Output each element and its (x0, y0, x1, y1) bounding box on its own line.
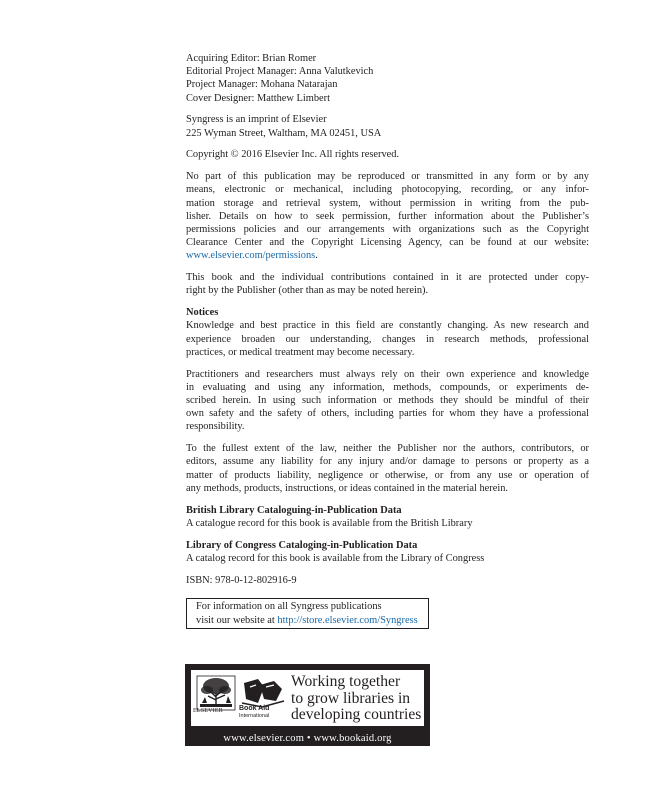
paragraph-line: responsibility. (186, 421, 245, 433)
paragraph-line: own safety and the safety of others, including parties for whom they have a professional (186, 408, 589, 420)
british-library-text: A catalogue record for this book is available from the British Library (186, 517, 473, 529)
paragraph-line: experience broaden our understanding, changes in research methods, professional (186, 333, 589, 345)
library-congress-section (186, 539, 589, 565)
info-line: visit our website at http://store.elsevier.com/Syngress (196, 614, 418, 626)
credit-line: Project Manager: Mohana Natarajan (186, 79, 338, 91)
library-congress-text: A catalog record for this book is available from the Library of Congress (186, 552, 485, 564)
paragraph-line: Practitioners and researchers must always rely on their own experience and knowledge (186, 368, 589, 380)
elsevier-label: ELSEVIER (193, 708, 223, 714)
paragraph-line: editors, assume any liability for any injury and/or damage to persons or property as a (186, 456, 589, 468)
imprint-line: Syngress is an imprint of Elsevier (186, 114, 327, 126)
isbn-block (186, 574, 589, 587)
credit-line: Acquiring Editor: Brian Romer (186, 53, 317, 64)
paragraph-line: Clearance Center and the Copyright Licensing Agency, can be found at our website: (186, 237, 589, 249)
notices-section (186, 306, 589, 359)
paragraph-line: Knowledge and best practice in this field are constantly changing. As new research and (186, 320, 589, 332)
notices-heading: Notices (186, 307, 219, 319)
elsevier-tree-logo-icon (196, 675, 236, 721)
paragraph-line: permissions policies and our arrangements with organizations such as the Copyright (186, 224, 589, 236)
banner-panel (191, 670, 424, 726)
paragraph-line: means, electronic or mechanical, including photocopying, recording, or any infor- (186, 184, 589, 196)
paragraph-line: mation storage and retrieval system, without permission in writing from the pub- (186, 197, 589, 209)
permissions-paragraph (186, 170, 589, 262)
copyright-line: Copyright © 2016 Elsevier Inc. All rights reserved. (186, 149, 400, 161)
paragraph-line: right by the Publisher (other than as may be noted herein). (186, 285, 429, 297)
isbn: ISBN: 978-0-12-802916-9 (186, 574, 297, 586)
paragraph-line: No part of this publication may be reproduced or transmitted in any form or by any (186, 171, 589, 183)
paragraph-line: To the fullest extent of the law, neither the Publisher nor the authors, contributors, or (186, 443, 589, 455)
british-library-heading: British Library Cataloguing-in-Publication Data (186, 504, 402, 516)
info-box (186, 598, 429, 628)
credit-line: Editorial Project Manager: Anna Valutkevich (186, 66, 374, 78)
paragraph-line: lisher. Details on how to seek permission, further information about the Publisher’s (186, 210, 589, 222)
paragraph-line: practices, or medical treatment may become necessary. (186, 346, 415, 358)
protection-paragraph (186, 271, 589, 297)
copyright-page (186, 52, 589, 629)
publisher-block (186, 113, 589, 139)
british-library-section (186, 504, 589, 530)
paragraph-line: scribed herein. In using such information or methods they should be mindful of their (186, 395, 589, 407)
syngress-store-link[interactable]: http://store.elsevier.com/Syngress (277, 614, 418, 626)
paragraph-line: any methods, products, instructions, or ideas contained in the material herein. (186, 482, 509, 494)
credits-block (186, 52, 589, 105)
notices-paragraph-3 (186, 442, 589, 495)
permissions-link[interactable]: www.elsevier.com/permissions (186, 250, 316, 262)
book-aid-sublabel: International (239, 713, 270, 719)
paragraph-line: This book and the individual contributions contained in it are protected under copy- (186, 272, 589, 284)
paragraph-line: matter of products liability, negligence or otherwise, or from any use or operation of (186, 469, 589, 481)
book-aid-label: Book Aid (239, 705, 270, 712)
info-line: For information on all Syngress publications (196, 601, 382, 613)
credit-line: Cover Designer: Matthew Limbert (186, 92, 330, 104)
notices-paragraph-2 (186, 368, 589, 434)
address-line: 225 Wyman Street, Waltham, MA 02451, USA (186, 127, 382, 139)
library-congress-heading: Library of Congress Cataloging-in-Publication Data (186, 539, 418, 551)
book-aid-banner (185, 664, 430, 746)
banner-tagline: Working together to grow libraries in developing countries (291, 673, 422, 723)
paragraph-line: www.elsevier.com/permissions. (186, 250, 318, 262)
paragraph-line: in evaluating and using any information, methods, compounds, or experiments de- (186, 381, 589, 393)
banner-footer-links[interactable]: www.elsevier.com • www.bookaid.org (223, 733, 392, 744)
